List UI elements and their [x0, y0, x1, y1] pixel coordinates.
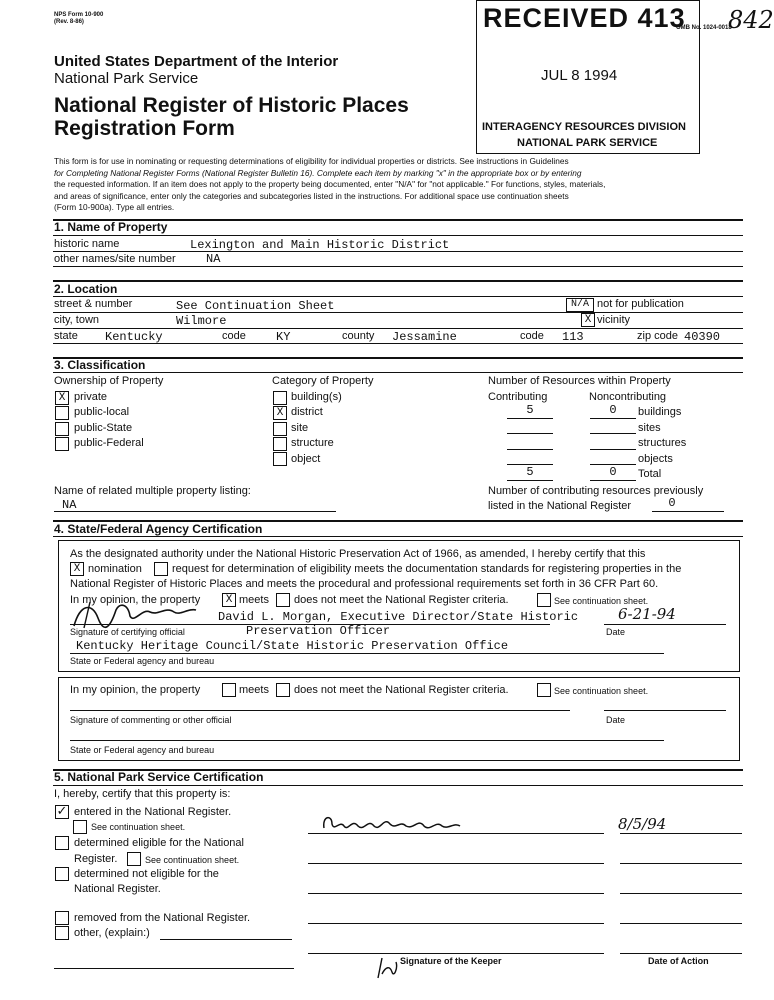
- nps-intro: I, hereby, certify that this property is:: [54, 788, 231, 800]
- opinion2-not-meet-label: does not meet the National Register criteria.: [294, 684, 509, 696]
- determined-eligible-label-1: determined eligible for the National: [74, 837, 244, 849]
- eligible-continuation-checkbox[interactable]: [127, 852, 141, 866]
- opinion2-prefix: In my opinion, the property: [70, 684, 201, 696]
- objects-label: objects: [638, 453, 673, 465]
- previously-listed-label-1: Number of contributing resources previously: [488, 485, 704, 497]
- certifying-official-name[interactable]: David L. Morgan, Executive Director/State Historic: [218, 610, 579, 624]
- related-listing-label: Name of related multiple property listing:: [54, 485, 251, 497]
- section-4-title: 4. State/Federal Agency Certification: [54, 522, 263, 536]
- agency-label: State or Federal agency and bureau: [70, 656, 215, 666]
- stamp-date: JUL 8 1994: [541, 67, 618, 84]
- sites-label: sites: [638, 422, 661, 434]
- continuation-checkbox[interactable]: [537, 593, 551, 607]
- opinion2-meets-checkbox[interactable]: [222, 683, 236, 697]
- certifying-date[interactable]: 6-21-94: [618, 605, 676, 623]
- form-subtitle: Registration Form: [54, 117, 235, 140]
- removed-label: removed from the National Register.: [74, 912, 251, 924]
- structures-label: structures: [638, 437, 687, 449]
- cert-paragraph-1: As the designated authority under the National Historic Preservation Act of 1966, as amended, I hereby certify that this: [70, 548, 646, 560]
- county-code-label: code: [520, 330, 544, 342]
- code-label: code: [222, 330, 246, 342]
- zip-label: zip code: [637, 330, 678, 342]
- historic-name-value[interactable]: Lexington and Main Historic District: [190, 238, 450, 252]
- category-structure-checkbox[interactable]: [273, 437, 287, 451]
- certifying-official-title[interactable]: Preservation Officer: [246, 624, 391, 638]
- divider: [53, 235, 743, 236]
- commenting-signature-label: Signature of commenting or other official: [70, 715, 232, 725]
- ownership-public-local-checkbox[interactable]: [55, 406, 69, 420]
- buildings-label: buildings: [638, 406, 682, 418]
- field-line: [620, 923, 742, 924]
- department: United States Department of the Interior: [54, 53, 339, 70]
- does-not-meet-checkbox[interactable]: [276, 593, 290, 607]
- signature-label: Signature of certifying official: [70, 627, 185, 637]
- other-names-label: other names/site number: [54, 253, 176, 265]
- field-line: [54, 968, 294, 969]
- field-line: [590, 480, 636, 481]
- ownership-private-checkbox[interactable]: X: [55, 391, 69, 405]
- noncontributing-heading: Noncontributing: [589, 391, 667, 403]
- other-checkbox[interactable]: [55, 926, 69, 940]
- code-value[interactable]: KY: [276, 330, 291, 344]
- field-line: [507, 418, 553, 419]
- field-line: [308, 833, 604, 834]
- omb-number: OMB No. 1024-0018: [676, 25, 732, 31]
- stamp-line1: INTERAGENCY RESOURCES DIVISION: [482, 121, 686, 133]
- meets-label: meets: [239, 594, 269, 606]
- category-heading: Category of Property: [272, 375, 374, 387]
- entered-checkbox[interactable]: ✓: [56, 804, 68, 819]
- does-not-meet-label: does not meet the National Register criteria.: [294, 594, 509, 606]
- keeper-initials: [374, 952, 400, 982]
- not-for-publication-label: not for publication: [597, 298, 684, 310]
- state-label: state: [54, 330, 78, 342]
- divider: [53, 372, 743, 373]
- opinion-prefix: In my opinion, the property: [70, 594, 201, 606]
- divider: [53, 312, 743, 313]
- cert-paragraph-2: request for determination of eligibility meets the documentation standards for registering properties in the: [172, 563, 682, 575]
- section-2-title: 2. Location: [54, 282, 118, 296]
- nomination-checkbox[interactable]: X: [70, 562, 84, 576]
- section-5-title: 5. National Park Service Certification: [54, 770, 264, 784]
- determined-eligible-label-2: Register.: [74, 853, 118, 865]
- form-revision: (Rev. 8-86): [54, 19, 84, 25]
- opinion2-continuation-checkbox[interactable]: [537, 683, 551, 697]
- state-value[interactable]: Kentucky: [105, 330, 163, 344]
- ownership-heading: Ownership of Property: [54, 375, 164, 387]
- determined-not-eligible-checkbox[interactable]: [55, 867, 69, 881]
- not-for-publication-box[interactable]: N/A: [566, 298, 594, 312]
- section-1-title: 1. Name of Property: [54, 220, 168, 234]
- contributing-buildings[interactable]: 5: [526, 403, 534, 417]
- divider: [53, 296, 743, 297]
- field-line: [507, 480, 553, 481]
- field-line: [308, 893, 604, 894]
- ownership-public-federal-checkbox[interactable]: [55, 437, 69, 451]
- other-names-value[interactable]: NA: [206, 252, 221, 266]
- noncontributing-buildings[interactable]: 0: [609, 403, 617, 417]
- county-code-value[interactable]: 113: [562, 330, 584, 344]
- determined-eligible-checkbox[interactable]: [55, 836, 69, 850]
- field-line: [604, 710, 726, 711]
- county-value[interactable]: Jessamine: [392, 330, 457, 344]
- divider: [53, 266, 743, 267]
- county-label: county: [342, 330, 375, 342]
- ownership-public-state-label: public-State: [74, 422, 133, 434]
- field-line: [620, 833, 742, 834]
- received-text: RECEIVED 413: [483, 3, 686, 33]
- instr-line: and areas of significance, enter only the categories and subcategories listed in the instructions. For additional space use continuation sheets: [54, 190, 569, 201]
- previously-listed-value[interactable]: 0: [668, 496, 676, 510]
- date-label: Date: [606, 627, 626, 637]
- opinion2-not-meet-checkbox[interactable]: [276, 683, 290, 697]
- field-line: [620, 953, 742, 954]
- keeper-signature-label: Signature of the Keeper: [400, 956, 502, 966]
- category-district-checkbox[interactable]: X: [273, 406, 287, 420]
- resources-heading: Number of Resources within Property: [488, 375, 671, 387]
- related-listing-value[interactable]: NA: [62, 498, 77, 512]
- nomination-label: nomination: [88, 563, 142, 575]
- field-line: [54, 511, 336, 512]
- margin-note: 842: [728, 6, 774, 34]
- field-line: [590, 433, 636, 434]
- divider: [53, 280, 743, 282]
- other-explain-line: [160, 939, 292, 940]
- category-building-checkbox[interactable]: [273, 391, 287, 405]
- city-value[interactable]: Wilmore: [176, 314, 227, 328]
- field-line: [620, 863, 742, 864]
- field-line: [308, 923, 604, 924]
- total-label: Total: [638, 468, 662, 480]
- field-line: [70, 740, 664, 741]
- ownership-public-federal-label: public-Federal: [74, 437, 144, 449]
- category-district-label: district: [291, 406, 323, 418]
- field-line: [507, 433, 553, 434]
- field-line: [590, 449, 636, 450]
- commenting-agency-label: State or Federal agency and bureau: [70, 745, 215, 755]
- historic-name-label: historic name: [54, 238, 120, 250]
- category-object-checkbox[interactable]: [273, 452, 287, 466]
- city-label: city, town: [54, 314, 100, 326]
- field-line: [652, 511, 724, 512]
- divider: [53, 343, 743, 344]
- field-line: [507, 449, 553, 450]
- ownership-public-state-checkbox[interactable]: [55, 422, 69, 436]
- received-stamp: [476, 0, 700, 154]
- contributing-heading: Contributing: [488, 391, 548, 403]
- field-line: [70, 653, 664, 654]
- opinion2-meets-label: meets: [239, 684, 269, 696]
- date-of-action-label: Date of Action: [648, 956, 709, 966]
- street-value[interactable]: See Continuation Sheet: [176, 299, 335, 313]
- service: National Park Service: [54, 70, 199, 87]
- zip-value[interactable]: 40390: [684, 330, 721, 344]
- instr-line: for Completing National Register Forms (National Register Bulletin 16). Complete each item by marking "x" in the appropriate box or by entering: [54, 167, 582, 178]
- stamp-line2: NATIONAL PARK SERVICE: [517, 137, 658, 149]
- field-line: [604, 624, 726, 625]
- noncontributing-total[interactable]: 0: [609, 465, 617, 479]
- divider: [53, 785, 743, 786]
- divider: [53, 536, 743, 537]
- eligible-continuation-label: See continuation sheet.: [145, 855, 240, 865]
- previously-listed-label-2: listed in the National Register: [488, 500, 632, 512]
- category-site-checkbox[interactable]: [273, 422, 287, 436]
- contributing-total[interactable]: 5: [526, 465, 534, 479]
- meets-checkbox[interactable]: X: [222, 593, 236, 607]
- field-line: [590, 418, 636, 419]
- divider: [53, 251, 743, 252]
- category-object-label: object: [291, 453, 321, 465]
- vicinity-checkbox[interactable]: X: [581, 313, 595, 327]
- determined-not-eligible-label-2: National Register.: [74, 883, 161, 895]
- continuation-label: See continuation sheet.: [554, 596, 649, 606]
- other-label: other, (explain:): [74, 927, 150, 939]
- opinion2-continuation-label: See continuation sheet.: [554, 686, 649, 696]
- form-number: NPS Form 10-900: [54, 12, 104, 18]
- divider: [53, 357, 743, 359]
- instr-line: the requested information. If an item does not apply to the property being documented, enter "N/A" for "not applicable." For functions, styles, materials,: [54, 179, 606, 189]
- category-building-label: building(s): [291, 391, 342, 403]
- section-3-title: 3. Classification: [54, 358, 146, 372]
- field-line: [620, 893, 742, 894]
- removed-checkbox[interactable]: [55, 911, 69, 925]
- ownership-public-local-label: public-local: [74, 406, 130, 418]
- field-line: [308, 953, 604, 954]
- divider: [53, 328, 743, 329]
- keeper-date[interactable]: 8/5/94: [618, 815, 667, 833]
- commenting-date-label: Date: [606, 715, 626, 725]
- category-site-label: site: [291, 422, 309, 434]
- agency-value[interactable]: Kentucky Heritage Council/State Historic Preservation Office: [76, 639, 509, 653]
- category-structure-label: structure: [291, 437, 334, 449]
- instr-line: This form is for use in nominating or requesting determinations of eligibility for individual properties or districts. See instructions in Guidelines: [54, 156, 569, 166]
- field-line: [70, 710, 570, 711]
- entered-continuation-checkbox[interactable]: [73, 820, 87, 834]
- field-line: [308, 863, 604, 864]
- request-checkbox[interactable]: [154, 562, 168, 576]
- cert-paragraph-3: National Register of Historic Places and meets the procedural and professional requirements set forth in 36 CFR Part 60.: [70, 578, 659, 590]
- vicinity-label: vicinity: [597, 314, 631, 326]
- street-label: street & number: [54, 298, 133, 310]
- ownership-private-label: private: [74, 391, 108, 403]
- entered-label: entered in the National Register.: [74, 806, 232, 818]
- instr-line: (Form 10-900a). Type all entries.: [54, 202, 175, 212]
- instructions: [54, 156, 605, 214]
- form-title: National Register of Historic Places: [54, 94, 409, 117]
- entered-continuation-label: See continuation sheet.: [91, 822, 186, 832]
- determined-not-eligible-label-1: determined not eligible for the: [74, 868, 219, 880]
